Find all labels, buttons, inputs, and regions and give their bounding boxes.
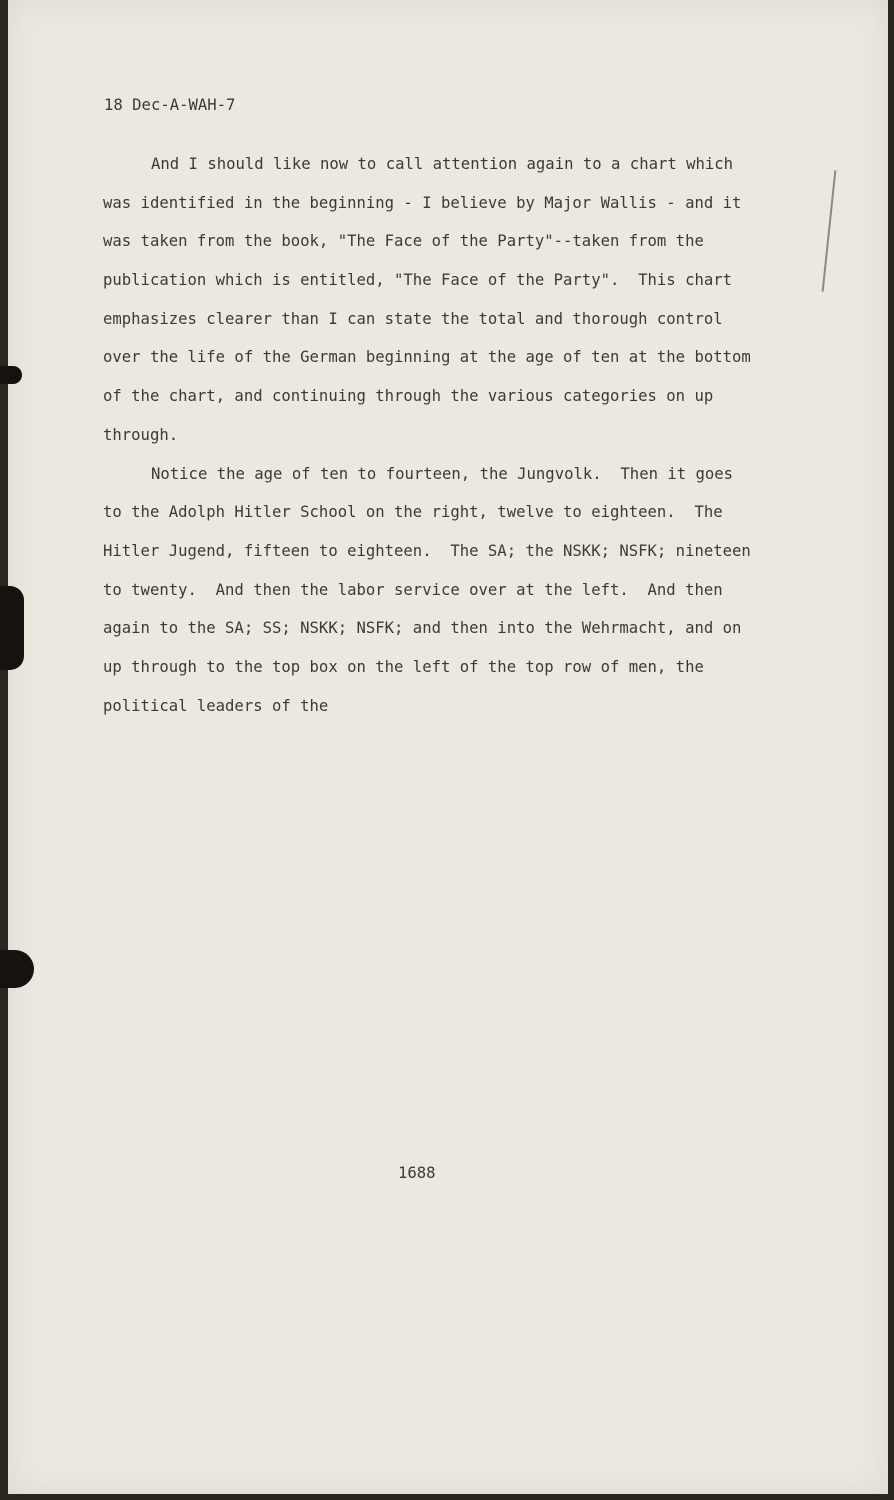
document-header: 18 Dec-A-WAH-7: [104, 96, 236, 114]
margin-pencil-mark: [822, 170, 837, 292]
text-line: to twenty. And then the labor service over at the left. And then: [103, 580, 723, 599]
text-line: of the chart, and continuing through the various categories on up: [103, 387, 714, 406]
text-line: Notice the age of ten to fourteen, the Jungvolk. Then it goes: [151, 464, 734, 483]
text-line: emphasizes clearer than I can state the total and thorough control: [103, 309, 723, 328]
text-line: publication which is entitled, "The Face of the Party". This chart: [103, 271, 733, 290]
document-body: [103, 150, 803, 730]
binding-hole-mark: [0, 586, 24, 670]
text-line: political leaders of the: [103, 696, 329, 715]
text-line: again to the SA; SS; NSKK; NSFK; and then into the Wehrmacht, and on: [103, 619, 742, 638]
text-line: to the Adolph Hitler School on the right, twelve to eighteen. The: [103, 503, 723, 522]
text-line: Hitler Jugend, fifteen to eighteen. The SA; the NSKK; NSFK; nineteen: [103, 541, 751, 560]
text-line: And I should like now to call attention again to a chart which: [151, 155, 734, 173]
text-line: was identified in the beginning - I believe by Major Wallis - and it: [103, 193, 742, 212]
page-number: 1688: [398, 1164, 436, 1182]
text-line: over the life of the German beginning at the age of ten at the bottom: [103, 348, 751, 367]
text-line: was taken from the book, "The Face of the Party"--taken from the: [103, 232, 704, 251]
text-line: up through to the top box on the left of the top row of men, the: [103, 657, 704, 676]
binding-hole-mark: [0, 366, 22, 384]
document-page: [8, 0, 888, 1494]
text-line: through.: [103, 425, 179, 444]
